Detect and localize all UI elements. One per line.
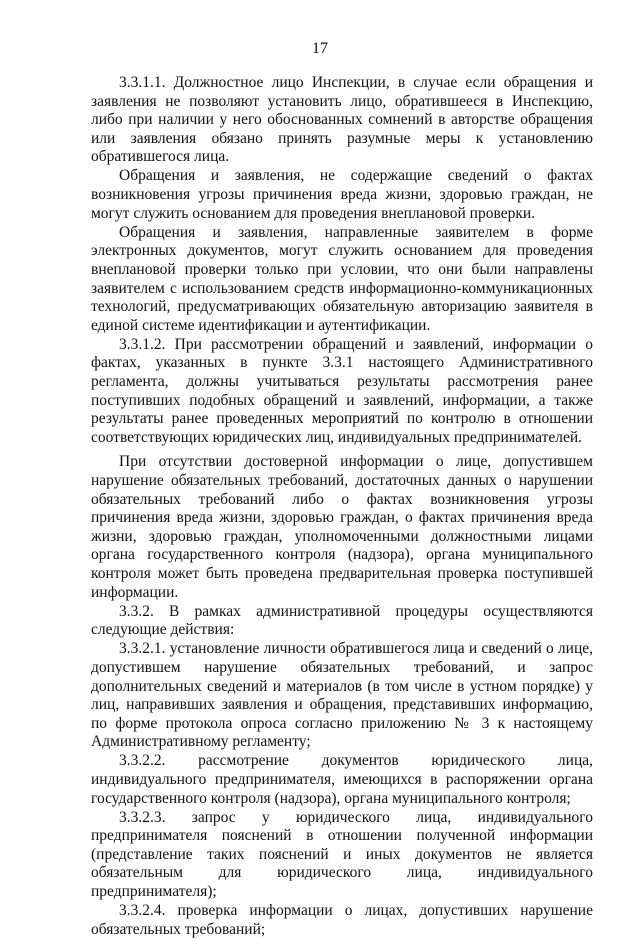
paragraph-3-3-2-1: 3.3.2.1. установление личности обратившегося лица и сведений о лице, допустившем нарушение обязательных требований, и запрос дополнительных сведений и материалов (в том числе в устном порядке) у лиц, направивших заявления и обращения, представивших информацию, по форме протокола опроса согласно приложению № 3 к настоящему Административному регламенту; (91, 640, 593, 751)
paragraph-no-threat-info: Обращения и заявления, не содержащие сведений о фактах возникновения угрозы причинения вреда жизни, здоровью граждан, не могут служить основанием для проведения внеплановой проверки. (91, 167, 593, 222)
document-body (91, 74, 593, 939)
paragraph-3-3-2: 3.3.2. В рамках административной процедуры осуществляются следующие действия: (91, 602, 593, 639)
paragraph-3-3-2-2: 3.3.2.2. рассмотрение документов юридического лица, индивидуального предпринимателя, имеющихся в распоряжении органа государственного контроля (надзора), органа муниципального контроля; (91, 752, 593, 807)
paragraph-3-3-2-3: 3.3.2.3. запрос у юридического лица, индивидуального предпринимателя пояснений в отношении полученной информации (представление таких пояснений и иных документов не является обязательным для юридического лица, индивидуального предпринимателя); (91, 808, 593, 901)
paragraph-electronic-documents: Обращения и заявления, направленные заявителем в форме электронных документов, могут служить основанием для проведения внеплановой проверки только при условии, что они были направлены заявителем с использованием средств информационно-коммуникационных технологий, предусматривающих обязательную авторизацию заявителя в единой системе идентификации и аутентификации. (91, 223, 593, 334)
paragraph-3-3-1-1: 3.3.1.1. Должностное лицо Инспекции, в случае если обращения и заявления не позволяют установить лицо, обратившееся в Инспекцию, либо при наличии у него обоснованных сомнений в авторстве обращения или заявления обязано принять разумные меры к установлению обратившегося лица. (91, 74, 593, 166)
paragraph-3-3-1-2: 3.3.1.2. При рассмотрении обращений и заявлений, информации о фактах, указанных в пункте 3.3.1 настоящего Административного регламента, должны учитываться результаты рассмотрения ранее поступивших подобных обращений и заявлений, информации, а также результаты ранее проведенных мероприятий по контролю в отношении соответствующих юридических лиц, индивидуальных предпринимателей. (91, 335, 593, 446)
page-number: 17 (312, 40, 328, 57)
paragraph-3-3-2-4: 3.3.2.4. проверка информации о лицах, допустивших нарушение обязательных требований; (91, 902, 593, 938)
paragraph-preliminary-check: При отсутствии достоверной информации о лице, допустившем нарушение обязательных требований, достаточных данных о нарушении обязательных требований либо о фактах возникновения угрозы причинения вреда жизни, здоровью граждан, о фактах причинения вреда жизни, здоровью граждан, уполномоченными должностными лицами органа государственного контроля (надзора), органа муниципального контроля может быть проведена предварительная проверка поступившей информации. (91, 453, 593, 601)
